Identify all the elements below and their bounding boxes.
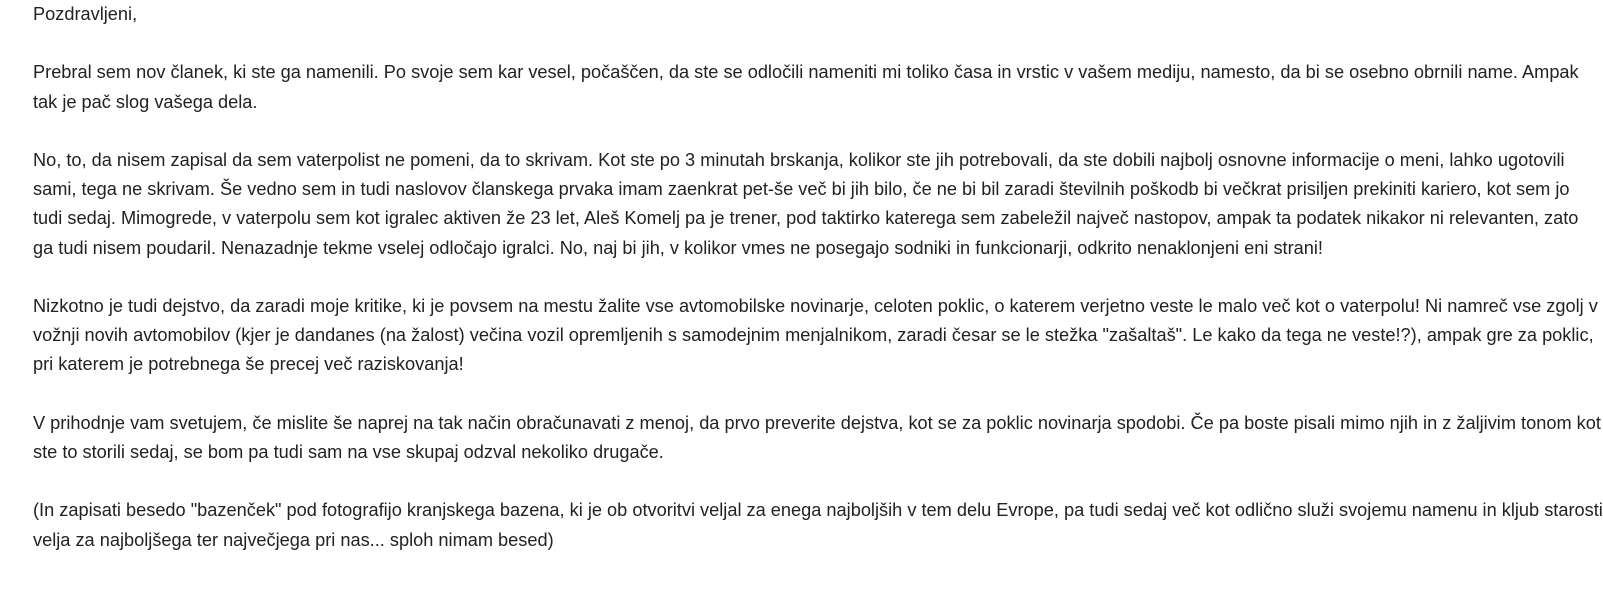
letter-greeting: Pozdravljeni, — [33, 4, 138, 24]
letter-paragraph-3: Nizkotno je tudi dejstvo, da zaradi moje kritike, ki je povsem na mestu žalite vse avtomobilske novinarje, celoten poklic, o katerem verjetno veste le malo več kot o vaterpolu! Ni namreč vse zgolj v vožnji novih avtomobilov (kjer je dandanes (na žalost) večina vozil opremljenih s samodejnim menjalnikom, zaradi česar se le stežka "zašaltaš". Le kako da tega ne veste!?), ampak gre za poklic, pri katerem je potrebnega še precej več raziskovanja! — [33, 295, 1598, 375]
letter-paragraph-4: V prihodnje vam svetujem, če mislite še naprej na tak način obračunavati z menoj, da prvo preverite dejstva, kot se za poklic novinarja spodobi. Če pa boste pisali mimo njih in z žaljivim tonom kot ste to storili sedaj, se bom pa tudi sam na vse skupaj odzval nekoliko drugače. — [33, 412, 1601, 462]
letter-paragraph-1: Prebral sem nov članek, ki ste ga namenili. Po svoje sem kar vesel, počaščen, da ste se odločili nameniti mi toliko časa in vrstic v vašem mediju, namesto, da bi se osebno obrnili name. Ampak tak je pač slog vašega dela. — [33, 62, 1579, 112]
letter-paragraph-5: (In zapisati besedo "bazenček" pod fotografijo kranjskega bazena, ki je ob otvoritvi veljal za enega najboljših v tem delu Evrope, pa tudi sedaj več kot odlično služi svojemu namenu in kljub starosti velja za najboljšega ter največjega pri nas... sploh nimam besed) — [33, 500, 1603, 550]
letter-body — [33, 0, 1603, 584]
letter-paragraph-2: No, to, da nisem zapisal da sem vaterpolist ne pomeni, da to skrivam. Kot ste po 3 minutah brskanja, kolikor ste jih potrebovali, da ste dobili najbolj osnovne informacije o meni, lahko ugotovili sami, tega ne skrivam. Še vedno sem in tudi naslovov članskega prvaka imam zaenkrat pet-še več bi jih bilo, če ne bi bil zaradi številnih poškodb bi večkrat prisiljen prekiniti kariero, kot sem jo tudi sedaj. Mimogrede, v vaterpolu sem kot igralec aktiven že 23 let, Aleš Komelj pa je trener, pod taktirko katerega sem zabeležil največ nastopov, ampak ta podatek nikakor ni relevanten, zato ga tudi nisem poudaril. Nenazadnje tekme vselej odločajo igralci. No, naj bi jih, v kolikor vmes ne posegajo sodniki in funkcionarji, odkrito nenaklonjeni eni strani! — [33, 149, 1579, 258]
